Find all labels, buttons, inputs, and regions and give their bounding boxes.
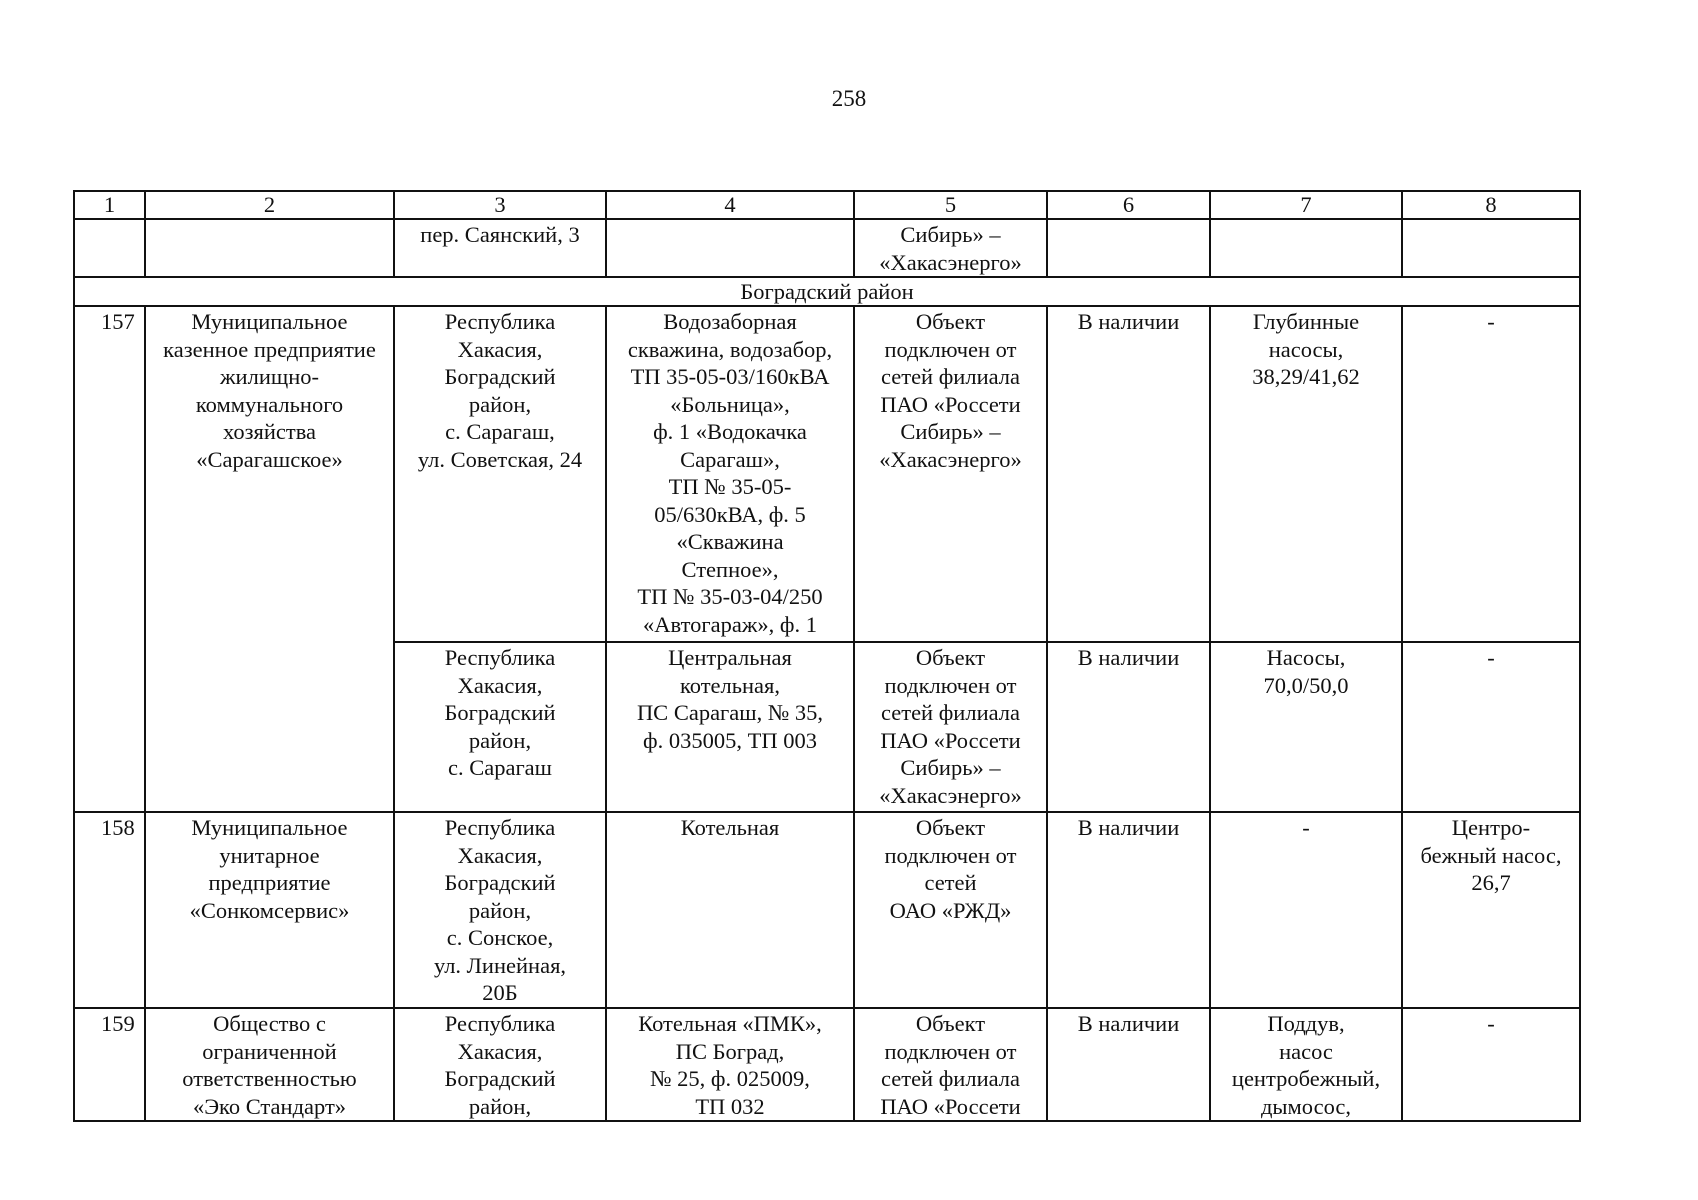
header-cell: 2 — [145, 191, 394, 219]
cell-num: 159 — [74, 1008, 145, 1121]
cell-address: Республика Хакасия, Боградский район, с. Сарагаш — [394, 642, 606, 812]
cell-availability — [1047, 219, 1210, 277]
cell-col7 — [1210, 219, 1402, 277]
cell-availability: В наличии — [1047, 306, 1210, 642]
header-cell: 5 — [854, 191, 1047, 219]
data-table — [73, 190, 1581, 1122]
cell-col7: - — [1210, 812, 1402, 1008]
cell-address: Республика Хакасия, Боградский район, с. Сонское, ул. Линейная, 20Б — [394, 812, 606, 1008]
cell-object — [606, 219, 854, 277]
continuation-row — [74, 219, 1580, 277]
cell-availability: В наличии — [1047, 1008, 1210, 1121]
cell-network: Объект подключен от сетей филиала ПАО «Россети — [854, 1008, 1047, 1121]
district-heading: Боградский район — [74, 277, 1580, 306]
cell-network: Объект подключен от сетей филиала ПАО «Россети Сибирь» – «Хакасэнерго» — [854, 642, 1047, 812]
cell-object: Водозаборная скважина, водозабор, ТП 35-05-03/160кВА «Больница», ф. 1 «Водокачка Сарагаш», ТП № 35-05- 05/630кВА, ф. 5 «Скважина Степное», ТП № 35-03-04/250 «Автогараж», ф. 1 — [606, 306, 854, 642]
district-row — [74, 277, 1580, 306]
header-cell: 4 — [606, 191, 854, 219]
cell-address: Республика Хакасия, Боградский район, — [394, 1008, 606, 1121]
cell-org: Общество с ограниченной ответственностью «Эко Стандарт» — [145, 1008, 394, 1121]
cell-num: 158 — [74, 812, 145, 1008]
cell-col8: - — [1402, 306, 1580, 642]
header-row — [74, 191, 1580, 219]
cell-network: Объект подключен от сетей ОАО «РЖД» — [854, 812, 1047, 1008]
cell-object: Центральная котельная, ПС Сарагаш, № 35, ф. 035005, ТП 003 — [606, 642, 854, 812]
cell-org: Муниципальное казенное предприятие жилищно- коммунального хозяйства «Сарагашское» — [145, 306, 394, 812]
cell-availability: В наличии — [1047, 642, 1210, 812]
cell-network: Сибирь» – «Хакасэнерго» — [854, 219, 1047, 277]
cell-org — [145, 219, 394, 277]
cell-col8: - — [1402, 1008, 1580, 1121]
header-cell: 3 — [394, 191, 606, 219]
cell-col8 — [1402, 219, 1580, 277]
cell-col8: Центро- бежный насос, 26,7 — [1402, 812, 1580, 1008]
cell-address: пер. Саянский, 3 — [394, 219, 606, 277]
page-number: 258 — [831, 86, 867, 111]
cell-network: Объект подключен от сетей филиала ПАО «Россети Сибирь» – «Хакасэнерго» — [854, 306, 1047, 642]
table-row — [74, 306, 1580, 642]
cell-col7: Насосы, 70,0/50,0 — [1210, 642, 1402, 812]
header-cell: 6 — [1047, 191, 1210, 219]
cell-address: Республика Хакасия, Боградский район, с. Сарагаш, ул. Советская, 24 — [394, 306, 606, 642]
cell-object: Котельная — [606, 812, 854, 1008]
cell-num — [74, 219, 145, 277]
cell-availability: В наличии — [1047, 812, 1210, 1008]
header-cell: 1 — [74, 191, 145, 219]
cell-object: Котельная «ПМК», ПС Боград, № 25, ф. 025009, ТП 032 — [606, 1008, 854, 1121]
cell-col8: - — [1402, 642, 1580, 812]
cell-col7: Поддув, насос центробежный, дымосос, — [1210, 1008, 1402, 1121]
cell-col7: Глубинные насосы, 38,29/41,62 — [1210, 306, 1402, 642]
table-row — [74, 1008, 1580, 1121]
header-cell: 8 — [1402, 191, 1580, 219]
header-cell: 7 — [1210, 191, 1402, 219]
cell-org: Муниципальное унитарное предприятие «Сонкомсервис» — [145, 812, 394, 1008]
table-row — [74, 812, 1580, 1008]
cell-num: 157 — [74, 306, 145, 812]
